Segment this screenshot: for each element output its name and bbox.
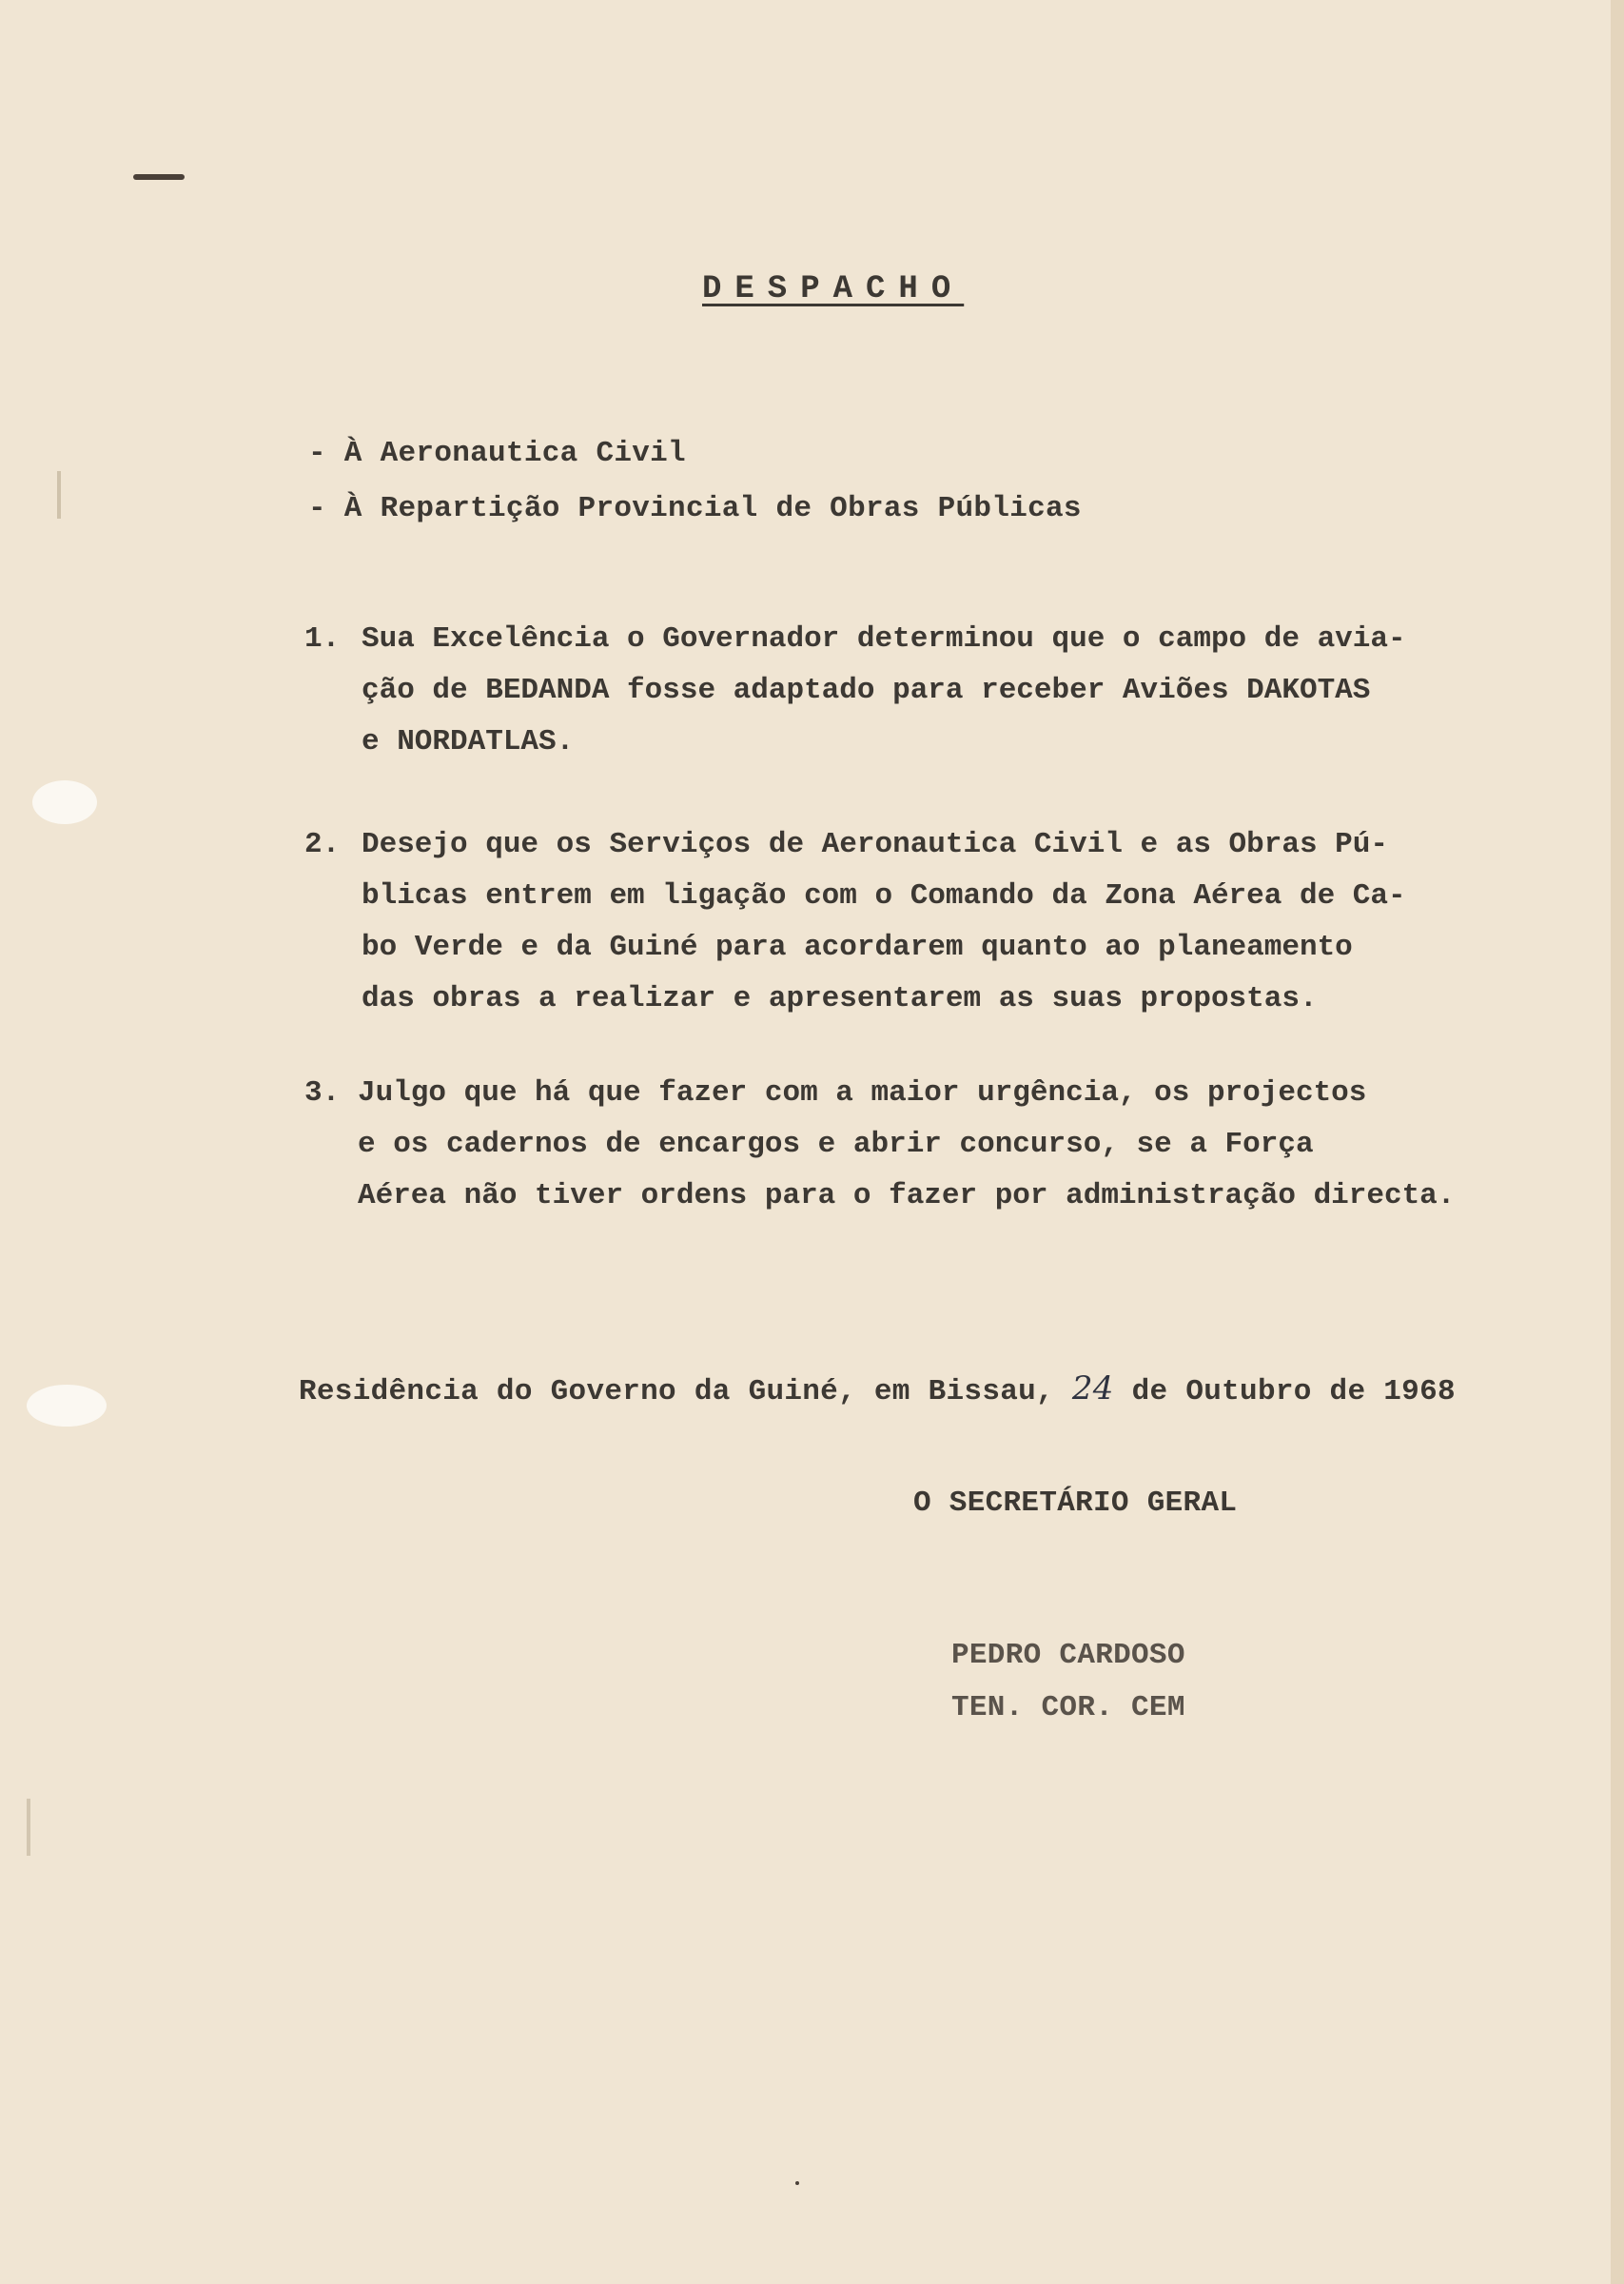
signatory-name: PEDRO CARDOSO bbox=[951, 1639, 1185, 1672]
addressee-aeronautica: - À Aeronautica Civil bbox=[308, 437, 686, 470]
document-title: DESPACHO bbox=[702, 271, 965, 307]
place-date-prefix: Residência do Governo da Guiné, em Bissau, bbox=[299, 1375, 1054, 1408]
paragraph-line: bo Verde e da Guiné para acordarem quanto ao planeamento bbox=[362, 931, 1353, 964]
place-date-suffix: de Outubro de 1968 bbox=[1131, 1375, 1456, 1408]
paragraph-number: 2. bbox=[304, 828, 341, 861]
paragraph-number: 3. bbox=[304, 1076, 341, 1110]
punch-hole-lower bbox=[27, 1385, 107, 1427]
addressee-obras-publicas: - À Repartição Provincial de Obras Públicas bbox=[308, 492, 1082, 525]
paragraph-line: das obras a realizar e apresentarem as suas propostas. bbox=[362, 982, 1318, 1015]
signatory-rank: TEN. COR. CEM bbox=[951, 1691, 1185, 1724]
paragraph-line: Julgo que há que fazer com a maior urgência, os projectos bbox=[358, 1076, 1367, 1110]
paragraph-body bbox=[362, 614, 1406, 768]
paragraph-line: Sua Excelência o Governador determinou que o campo de avia- bbox=[362, 622, 1406, 656]
ink-mark bbox=[133, 174, 185, 180]
paragraph-line: Desejo que os Serviços de Aeronautica Civil e as Obras Pú- bbox=[362, 828, 1388, 861]
paragraph-line: blicas entrem em ligação com o Comando da Zona Aérea de Ca- bbox=[362, 879, 1406, 913]
paragraph-line: ção de BEDANDA fosse adaptado para receber Aviões DAKOTAS bbox=[362, 674, 1371, 707]
paper-edge-shadow bbox=[1611, 0, 1624, 2284]
paragraph-body bbox=[362, 819, 1406, 1025]
paper-mark bbox=[27, 1799, 30, 1856]
handwritten-day: 24 bbox=[1071, 1369, 1114, 1408]
place-date-line bbox=[299, 1363, 1456, 1418]
paragraph-body bbox=[358, 1068, 1455, 1222]
paper-mark bbox=[57, 471, 61, 519]
ink-dot bbox=[795, 2181, 799, 2185]
paragraph-line: e NORDATLAS. bbox=[362, 725, 575, 758]
signatory-role: O SECRETÁRIO GERAL bbox=[913, 1487, 1238, 1520]
punch-hole-upper bbox=[32, 780, 97, 824]
paragraph-line: Aérea não tiver ordens para o fazer por administração directa. bbox=[358, 1179, 1456, 1212]
paragraph-number: 1. bbox=[304, 622, 341, 656]
paragraph-line: e os cadernos de encargos e abrir concurso, se a Força bbox=[358, 1128, 1314, 1161]
